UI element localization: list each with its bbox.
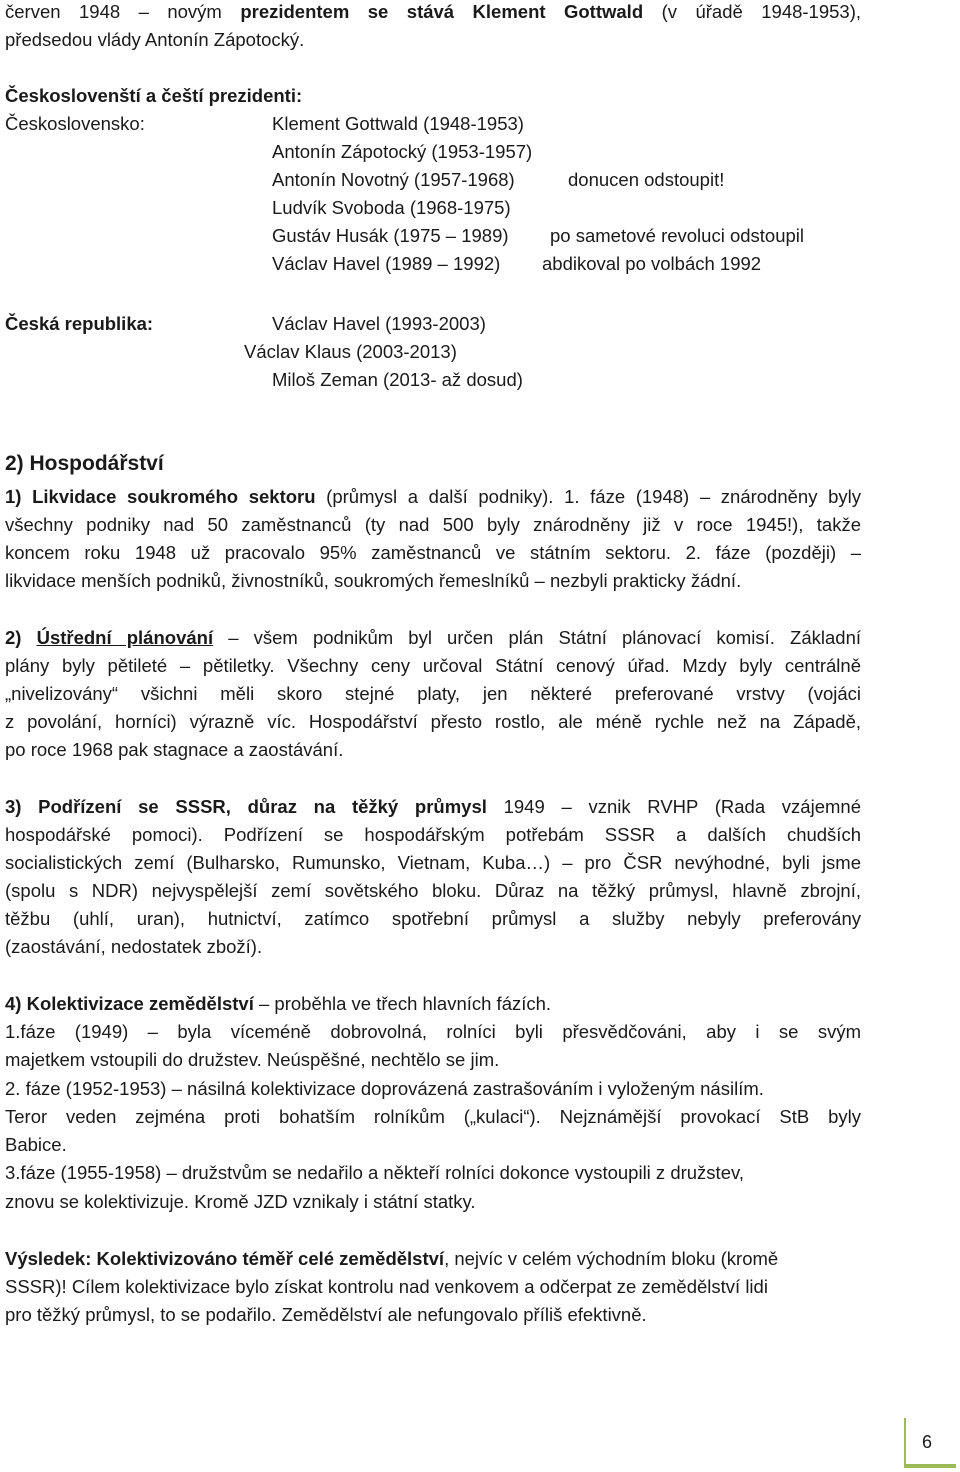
- p1-line-2: všechny podniky nad 50 zaměstnanců (ty nad 500 byly znárodněny již v roce 1945!), takže: [5, 514, 861, 535]
- page-number: 6: [922, 1432, 933, 1452]
- presidents-heading: Českoslovenští a čeští prezidenti:: [5, 85, 303, 106]
- p4-line-2: 1.fáze (1949) – byla víceméně dobrovolná, rolníci byli přesvědčováni, aby i se svým: [5, 1021, 861, 1042]
- p3-line-2: hospodářské pomoci). Podřízení se hospodářským potřebám SSSR a dalších chudších: [5, 824, 861, 845]
- p1-heading: 1) Likvidace soukromého sektoru: [5, 486, 316, 507]
- intro-bold: prezidentem se stává Klement Gottwald: [240, 1, 644, 22]
- section-title: 2) Hospodářství: [5, 452, 164, 475]
- cs-label: Československo:: [5, 113, 145, 134]
- president-item: Antonín Novotný (1957-1968): [272, 169, 515, 190]
- intro-line-2: předsedou vlády Antonín Zápotocký.: [5, 29, 305, 50]
- p4-line-8: znovu se kolektivizuje. Kromě JZD vznikaly i státní statky.: [5, 1191, 476, 1212]
- p3-line-4: (spolu s NDR) nejvyspělejší zemí sovětského bloku. Důraz na těžký průmysl, hlavně zbrojní,: [5, 880, 861, 901]
- result-line-3: pro těžký průmysl, to se podařilo. Zemědělství ale nefungovalo příliš efektivně.: [5, 1304, 647, 1325]
- p2-line-3: „nivelizovány“ všichni měli skoro stejné platy, jen některé preferované vrstvy (vojáci: [5, 683, 861, 704]
- p2-line-1: 2) Ústřední plánování – všem podnikům byl určen plán Státní plánovací komisí. Základní: [5, 627, 861, 648]
- p3-line-3: socialistických zemí (Bulharsko, Rumunsko, Vietnam, Kuba…) – pro ČSR nevýhodné, byli jsme: [5, 852, 861, 873]
- president-item: Miloš Zeman (2013- až dosud): [272, 369, 523, 390]
- p4-line-3: majetkem vstoupili do družstev. Neúspěšné, nechtělo se jim.: [5, 1049, 500, 1070]
- intro-line-1: [5, 0, 861, 24]
- president-note: abdikoval po volbách 1992: [542, 253, 762, 274]
- president-item: Gustáv Husák (1975 – 1989): [272, 225, 509, 246]
- president-note: donucen odstoupit!: [568, 169, 725, 190]
- intro-text: (v úřadě 1948-1953),: [661, 1, 862, 22]
- cz-label: Česká republika:: [5, 313, 154, 334]
- intro-text: červen 1948 – novým: [5, 1, 222, 22]
- p3-heading: 3) Podřízení se SSSR, důraz na těžký průmysl: [5, 796, 487, 817]
- result-line-1: Výsledek: Kolektivizováno téměř celé zemědělství, nejvíc v celém východním bloku (kromě: [5, 1248, 779, 1269]
- president-item: Ludvík Svoboda (1968-1975): [272, 197, 511, 218]
- president-item: Václav Klaus (2003-2013): [244, 341, 457, 362]
- p4-line-4: 2. fáze (1952-1953) – násilná kolektivizace doprovázená zastrašováním i vyloženým násilím.: [5, 1078, 764, 1099]
- president-item: Václav Havel (1989 – 1992): [272, 253, 501, 274]
- p4-line-5: Teror veden zejména proti bohatším rolníkům („kulaci“). Nejznámější provokací StB byly: [5, 1106, 861, 1127]
- president-item: Klement Gottwald (1948-1953): [272, 113, 524, 134]
- president-item: Václav Havel (1993-2003): [272, 313, 486, 334]
- p4-line-6: Babice.: [5, 1134, 67, 1155]
- p1-line-3: koncem roku 1948 už pracovalo 95% zaměstnanců ve státním sektoru. 2. fáze (později) –: [5, 542, 861, 563]
- p2-heading: Ústřední plánování: [36, 627, 214, 648]
- result-heading: Výsledek: Kolektivizováno téměř celé zemědělství: [5, 1248, 445, 1269]
- p2-line-4: z povolání, horníci) výrazně víc. Hospodářství přesto rostlo, ale méně rychle než na Západě,: [5, 711, 861, 732]
- p3-line-1: 3) Podřízení se SSSR, důraz na těžký průmysl 1949 – vznik RVHP (Rada vzájemné: [5, 796, 861, 817]
- p4-line-1: 4) Kolektivizace zemědělství – proběhla ve třech hlavních fázích.: [5, 993, 552, 1014]
- p3-line-6: (zaostávání, nedostatek zboží).: [5, 936, 263, 957]
- result-line-2: SSSR)! Cílem kolektivizace bylo získat kontrolu nad venkovem a odčerpat ze zemědělství lidi: [5, 1276, 768, 1297]
- p2-line-5: po roce 1968 pak stagnace a zaostávání.: [5, 739, 344, 760]
- p4-heading: Kolektivizace zemědělství: [26, 993, 254, 1014]
- president-item: Antonín Zápotocký (1953-1957): [272, 141, 533, 162]
- p1-line-4: likvidace menších podniků, živnostníků, soukromých řemeslníků – nezbyli prakticky žádní.: [5, 570, 742, 591]
- p3-line-5: těžbu (uhlí, uran), hutnictví, zatímco spotřební průmysl a služby nebyly preferovány: [5, 908, 861, 929]
- p1-line-1: 1) Likvidace soukromého sektoru (průmysl a další podniky). 1. fáze (1948) – znárodněny byly: [5, 486, 861, 507]
- p2-line-2: plány byly pětileté – pětiletky. Všechny ceny určoval Státní cenový úřad. Mzdy byly centrálně: [5, 655, 861, 676]
- p4-line-7: 3.fáze (1955-1958) – družstvům se nedařilo a někteří rolníci dokonce vystoupili z družstev,: [5, 1162, 745, 1183]
- president-note: po sametové revoluci odstoupil: [550, 225, 805, 246]
